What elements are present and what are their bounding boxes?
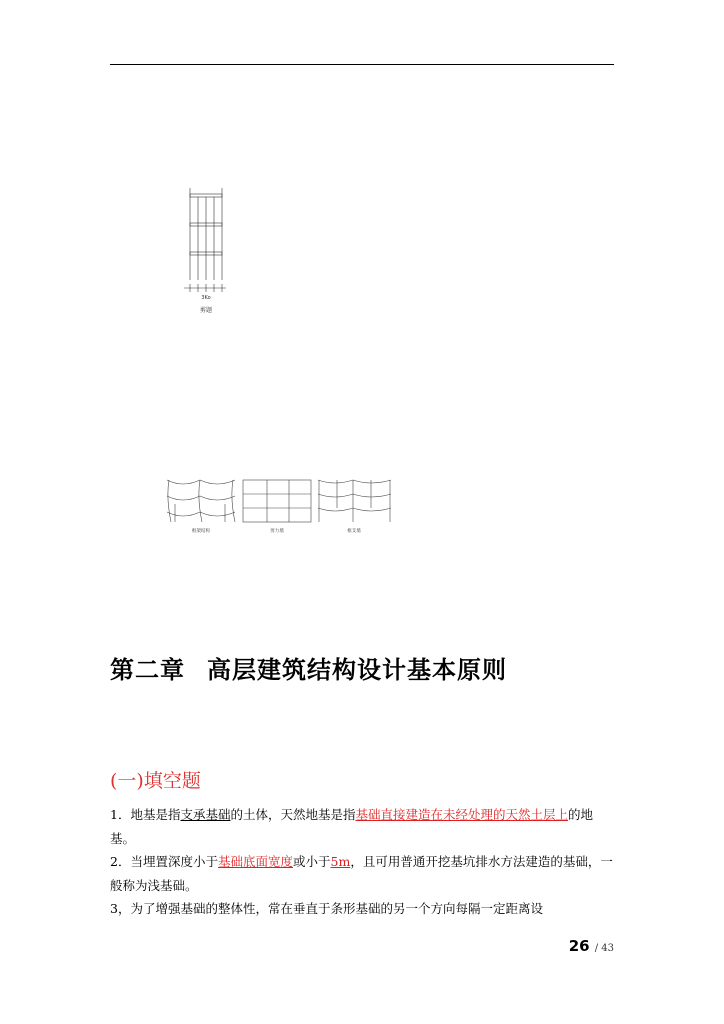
page-number <box>569 936 614 955</box>
structure-figure-2 <box>163 476 395 536</box>
section-heading: (一)填空题 <box>110 770 201 792</box>
answer-text: 5m <box>330 854 351 869</box>
figure2-caption-1: 框架结构 <box>192 529 210 534</box>
question-list <box>110 803 614 921</box>
current-page: 26 <box>568 937 590 955</box>
figure2-caption-3: 框支墙 <box>347 529 361 534</box>
question-text: 的土体，天然地基是指 <box>230 807 356 822</box>
chapter-title-text: 高层建筑结构设计基本原则 <box>207 656 507 684</box>
chapter-label: 第二章 <box>110 656 185 684</box>
answer-text: 基础直接建造在未经处理的天然土层上 <box>355 807 568 822</box>
question-text: ，且可用普通开挖基坑排水方法建造的基础，一般称为浅基础。 <box>110 854 613 893</box>
question-item <box>110 850 614 897</box>
question-text: 1．地基是指 <box>110 807 181 822</box>
question-text: 3，为了增强基础的整体性，常在垂直于条形基础的另一个方向每隔一定距离设 <box>110 901 543 916</box>
figure1-caption: 剪题 <box>199 307 213 314</box>
question-text: 的地基。 <box>110 807 594 846</box>
chapter-heading <box>110 650 507 685</box>
total-pages: / 43 <box>594 943 614 954</box>
question-text: 或小于 <box>292 854 331 869</box>
figure1-dimension: 3Ko <box>201 295 211 301</box>
question-item <box>110 897 614 921</box>
answer-text: 基础底面宽度 <box>217 854 293 869</box>
underlined-answer: 支承基础 <box>180 807 231 822</box>
question-item <box>110 803 614 850</box>
header-rule <box>110 64 614 65</box>
structure-figure-1 <box>180 185 232 320</box>
question-text: 2．当埋置深度小于 <box>110 854 218 869</box>
figure2-caption-2: 剪力墙 <box>270 529 284 534</box>
